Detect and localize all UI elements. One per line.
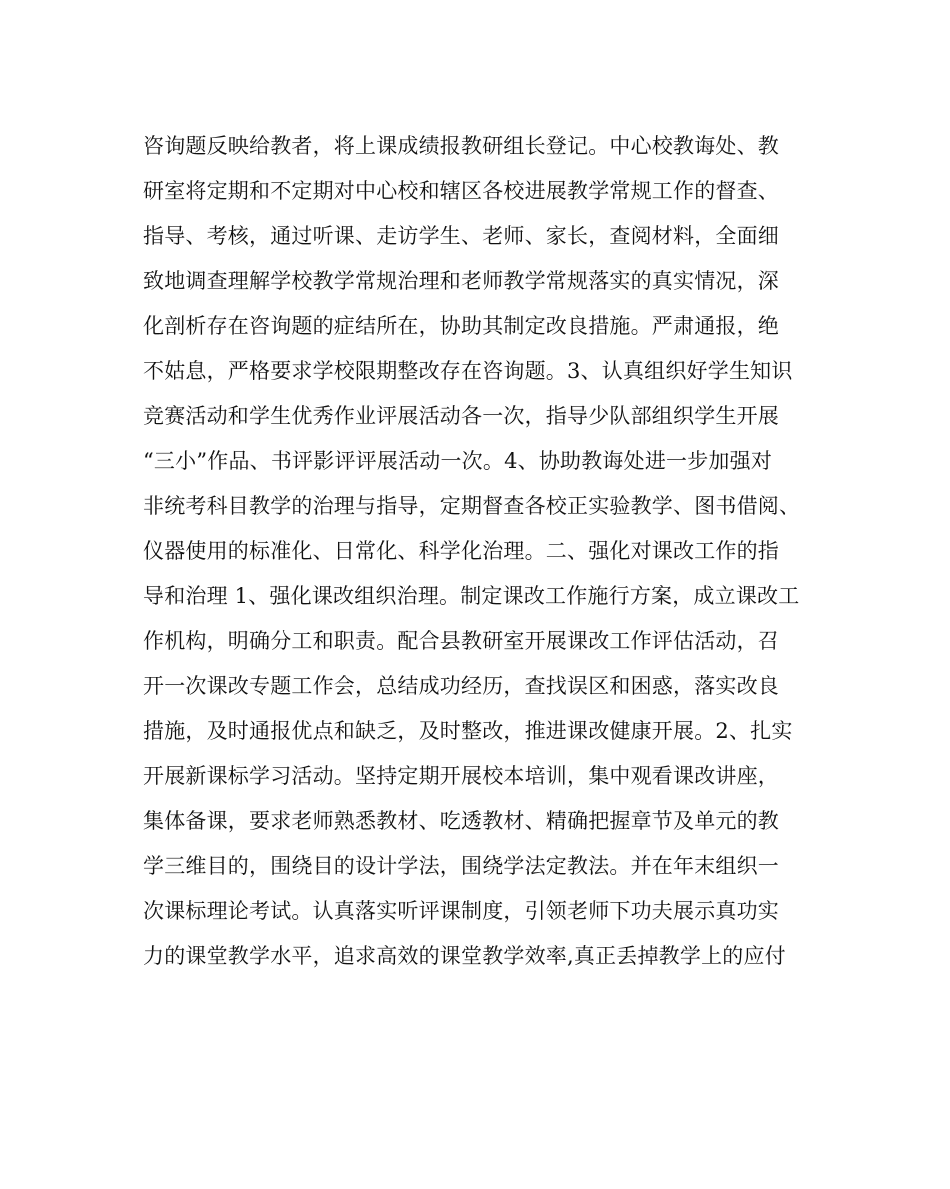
- body-text: [143, 124, 813, 979]
- text-line: 致地调查理解学校教学常规治理和老师教学常规落实的真实情况，深: [143, 269, 779, 293]
- text-line: 措施，及时通报优点和缺乏，及时整改，推进课改健康开展。2、扎实: [143, 719, 793, 743]
- text-line: 学三维目的，围绕目的设计学法，围绕学法定教法。并在年末组织一: [143, 854, 779, 878]
- text-line: 开展新课标学习活动。坚持定期开展校本培训，集中观看课改讲座，: [143, 764, 779, 788]
- text-line: 非统考科目教学的治理与指导，定期督查各校正实验教学、图书借阅、: [143, 494, 801, 518]
- text-line: 仪器使用的标准化、日常化、科学化治理。二、强化对课改工作的指: [143, 539, 779, 563]
- text-line: 力的课堂教学水平，追求高效的课堂教学效率,真正丢掉教学上的应付: [143, 944, 786, 968]
- text-line: 咨询题反映给教者，将上课成绩报教研组长登记。中心校教诲处、教: [143, 134, 779, 158]
- text-line: 次课标理论考试。认真落实听评课制度，引领老师下功夫展示真功实: [143, 899, 779, 923]
- text-line: 不姑息，严格要求学校限期整改存在咨询题。3、认真组织好学生知识: [143, 359, 793, 383]
- text-line: 作机构，明确分工和职责。配合县教研室开展课改工作评估活动，召: [143, 629, 779, 653]
- text-line: 化剖析存在咨询题的症结所在，协助其制定改良措施。严肃通报，绝: [143, 314, 779, 338]
- text-line: 指导、考核，通过听课、走访学生、老师、家长，查阅材料，全面细: [143, 224, 779, 248]
- text-line: “三小”作品、书评影评评展活动一次。4、协助教诲处进一步加强对: [143, 449, 773, 473]
- text-line: 导和治理 1、强化课改组织治理。制定课改工作施行方案，成立课改工: [143, 584, 800, 608]
- text-line: 开一次课改专题工作会，总结成功经历，查找误区和困惑，落实改良: [143, 674, 779, 698]
- text-line: 竞赛活动和学生优秀作业评展活动各一次，指导少队部组织学生开展: [143, 404, 779, 428]
- text-line: 集体备课，要求老师熟悉教材、吃透教材、精确把握章节及单元的教: [143, 809, 779, 833]
- text-line: 研室将定期和不定期对中心校和辖区各校进展教学常规工作的督查、: [143, 179, 779, 203]
